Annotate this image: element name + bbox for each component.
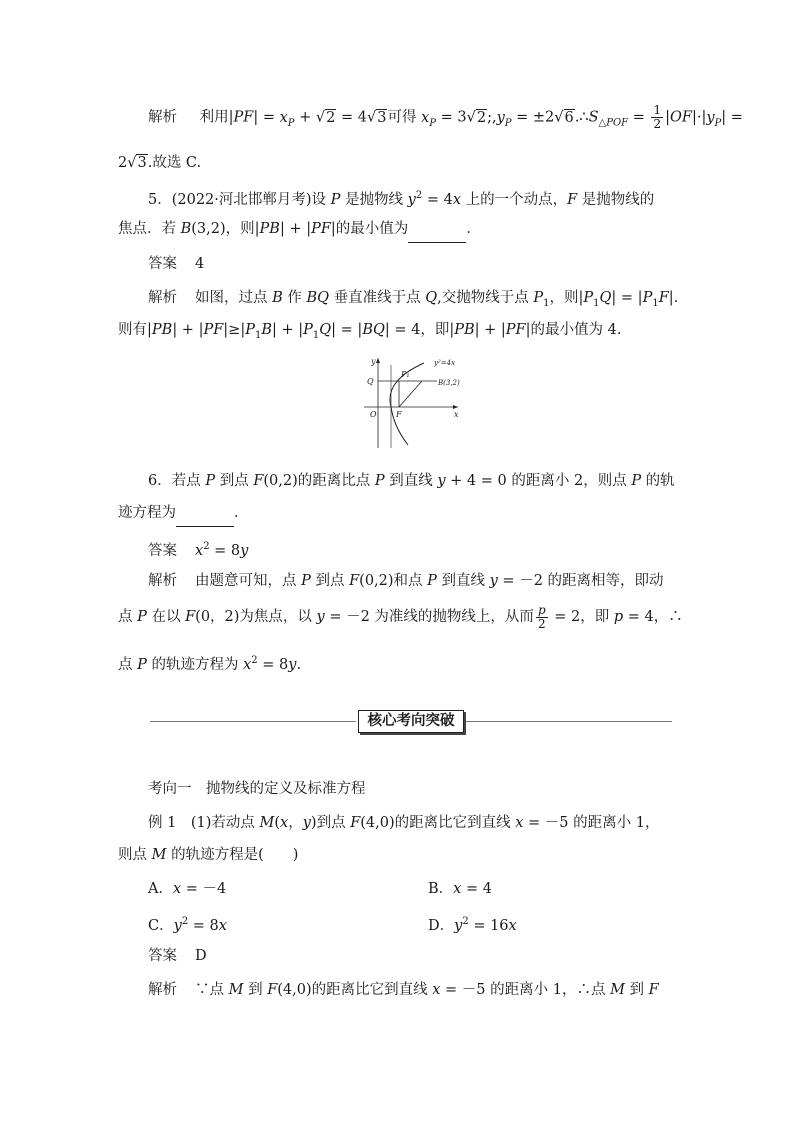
analysis-label: 解析 (148, 290, 177, 306)
answer-blank (408, 216, 466, 243)
option-d: D．$y^2 = 16x$ (428, 916, 517, 934)
example-1-line-1: 例 1 (1)若动点 M(x，y)到点 F(4,0)的距离比它到直线 x = －5 的距离小 1， (148, 815, 660, 831)
answer-blank (176, 500, 234, 527)
solution-line-1: 解析 利用$|PF| = x_P + √2 = 4√3$可得 $x_P$ = $3√2;,y_P$ = $\pm 2√6.\therefore S_{\triangle POF}$ = $\frac{1}{2}$ $|OF|\cdot|y_P|$ = (148, 103, 743, 131)
section-title: 核心考向突破 (358, 710, 464, 733)
label-o: O (370, 410, 377, 419)
analysis-label: 解析 (148, 982, 177, 998)
section-rule-left (150, 721, 356, 722)
solution-6-line-3: 点 P 的轨迹方程为 $x^2 = 8y$. (118, 655, 302, 673)
y-axis-arrow (376, 358, 380, 363)
section-header (150, 710, 672, 734)
line-f-b (399, 381, 422, 407)
option-c: C．$y^2 = 8x$ (148, 916, 227, 934)
label-curve: y²=4x (434, 359, 456, 367)
question-5-line-1: 5．(2022·河北邯郸月考)设 P 是抛物线 $y^2 = 4x$ 上的一个动点，F 是抛物线的 (148, 190, 655, 208)
solution-6-line-2: 点 P 在以 F(0，2)为焦点，以 y = －2 为准线的抛物线上，从而 $\frac{p}{2}$ = 2，即 p = 4，∴ (118, 602, 683, 631)
option-a: A．x = －4 (148, 881, 227, 897)
topic-title: 考向一 抛物线的定义及标准方程 (148, 781, 366, 797)
analysis-label: 解析 (148, 109, 177, 126)
example-1-line-2: 则点 M 的轨迹方程是( ) (118, 847, 299, 863)
label-x: x (454, 410, 459, 419)
answer-line-5: 答案 4 (148, 256, 205, 272)
x-axis-arrow (453, 405, 458, 409)
fraction-half: $\frac{1}{2}$ (653, 103, 662, 131)
answer-line-6: 答案 $x^2 = 8y$ (148, 541, 249, 559)
label-q: Q (367, 377, 374, 386)
option-b: B．x = 4 (428, 881, 492, 897)
label-y: y (371, 357, 376, 366)
analysis-label: 解析 (148, 573, 177, 589)
fraction-p-over-2: $\frac{p}{2}$ (537, 602, 546, 631)
solution-5-line-2: 则有$|PB| + |PF|\ge|P_1B| + |P_1Q| = |BQ| = 4$，即|PB| + |PF|的最小值为 4. (118, 322, 622, 341)
solution-5-line-1: 解析 如图，过点 B 作 BQ 垂直准线于点 Q,交抛物线于点 $P_1$，则$|P_1Q| = |P_1F|$. (148, 290, 679, 309)
answer-line-ex1: 答案 D (148, 948, 207, 964)
solution-6-line-1: 解析 由题意可知，点 P 到点 F(0,2)和点 P 到直线 y = －2 的距离相等，即动 (148, 573, 664, 589)
section-rule-right (466, 721, 672, 722)
solution-ex1-line-1: 解析 ∵点 M 到 F(4,0)的距离比它到直线 x = －5 的距离小 1，∴点 M 到 F (148, 982, 659, 998)
answer-label: 答案 (148, 256, 177, 272)
label-f: F (396, 410, 402, 419)
label-b: B(3,2) (438, 379, 460, 387)
answer-label: 答案 (148, 948, 177, 964)
question-6-line-1: 6．若点 P 到点 F(0,2)的距离比点 P 到直线 y + 4 = 0 的距离小 2，则点 P 的轨 (148, 473, 675, 489)
parabola-figure (362, 355, 462, 450)
question-5-line-2: 焦点．若 B(3,2)，则|PB| + |PF|的最小值为 ． (118, 216, 481, 243)
answer-label: 答案 (148, 542, 177, 559)
solution-line-2: 2√3.故选 C. (118, 155, 202, 171)
label-p1: P₁ (401, 370, 410, 379)
question-6-line-2: 迹方程为 ． (118, 500, 249, 527)
